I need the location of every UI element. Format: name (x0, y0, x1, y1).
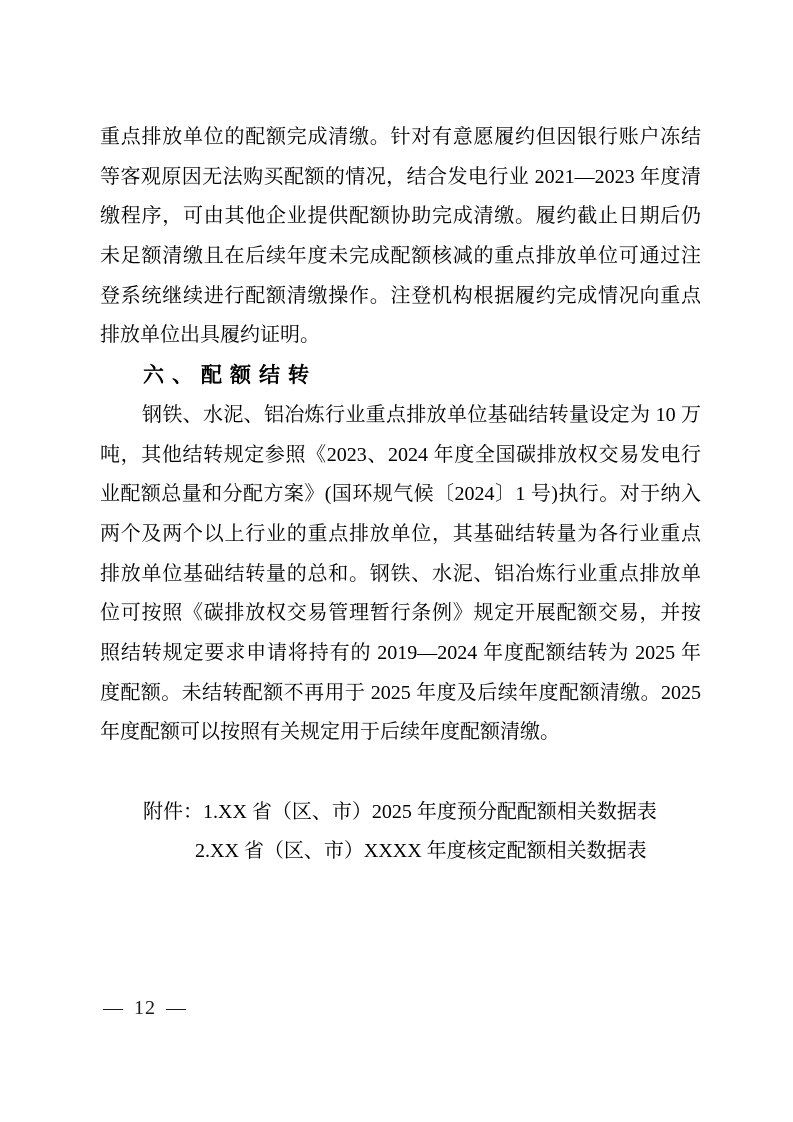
text-line: 位可按照《碳排放权交易管理暂行条例》规定开展配额交易，并按 (100, 602, 701, 625)
page-number: — 12 — (103, 997, 187, 1019)
text-line: 未足额清缴且在后续年度未完成配额核减的重点排放单位可通过注 (100, 245, 701, 268)
paragraph-allowance-carryover (100, 396, 701, 753)
text-line: 钢铁、水泥、铝冶炼行业重点排放单位基础结转量设定为 10 万 (142, 403, 701, 426)
text-line: 附件：1.XX 省（区、市）2025 年度预分配配额相关数据表 (143, 800, 657, 823)
text-line: 照结转规定要求申请将持有的 2019—2024 年度配额结转为 2025 年 (100, 641, 701, 664)
text-line: 排放单位基础结转量的总和。钢铁、水泥、铝冶炼行业重点排放单 (100, 562, 701, 585)
paragraph-clearing-continuation (100, 118, 701, 356)
text-line: 缴程序，可由其他企业提供配额协助完成清缴。履约截止日期后仍 (100, 205, 701, 228)
document-body (100, 118, 701, 872)
text-line: 吨，其他结转规定参照《2023、2024 年度全国碳排放权交易发电行 (100, 443, 701, 466)
text-line: 两个及两个以上行业的重点排放单位，其基础结转量为各行业重点 (100, 522, 701, 545)
text-line: 度配额。未结转配额不再用于 2025 年度及后续年度配额清缴。2025 (100, 681, 701, 704)
text-line: 排放单位出具履约证明。 (100, 324, 320, 347)
text-line: 2.XX 省（区、市）XXXX 年度核定配额相关数据表 (195, 840, 647, 863)
text-line: 年度配额可以按照有关规定用于后续年度配额清缴。 (100, 721, 560, 744)
text-line: 业配额总量和分配方案》(国环规气候〔2024〕1 号)执行。对于纳入 (100, 483, 701, 506)
attachment-list (100, 793, 701, 872)
section-heading-allowance-carryover: 六、配额结转 (143, 364, 317, 388)
text-line: 等客观原因无法购买配额的情况，结合发电行业 2021—2023 年度清 (100, 165, 701, 188)
text-line: 登系统继续进行配额清缴操作。注登机构根据履约完成情况向重点 (100, 284, 701, 307)
text-line: 重点排放单位的配额完成清缴。针对有意愿履约但因银行账户冻结 (100, 126, 701, 148)
